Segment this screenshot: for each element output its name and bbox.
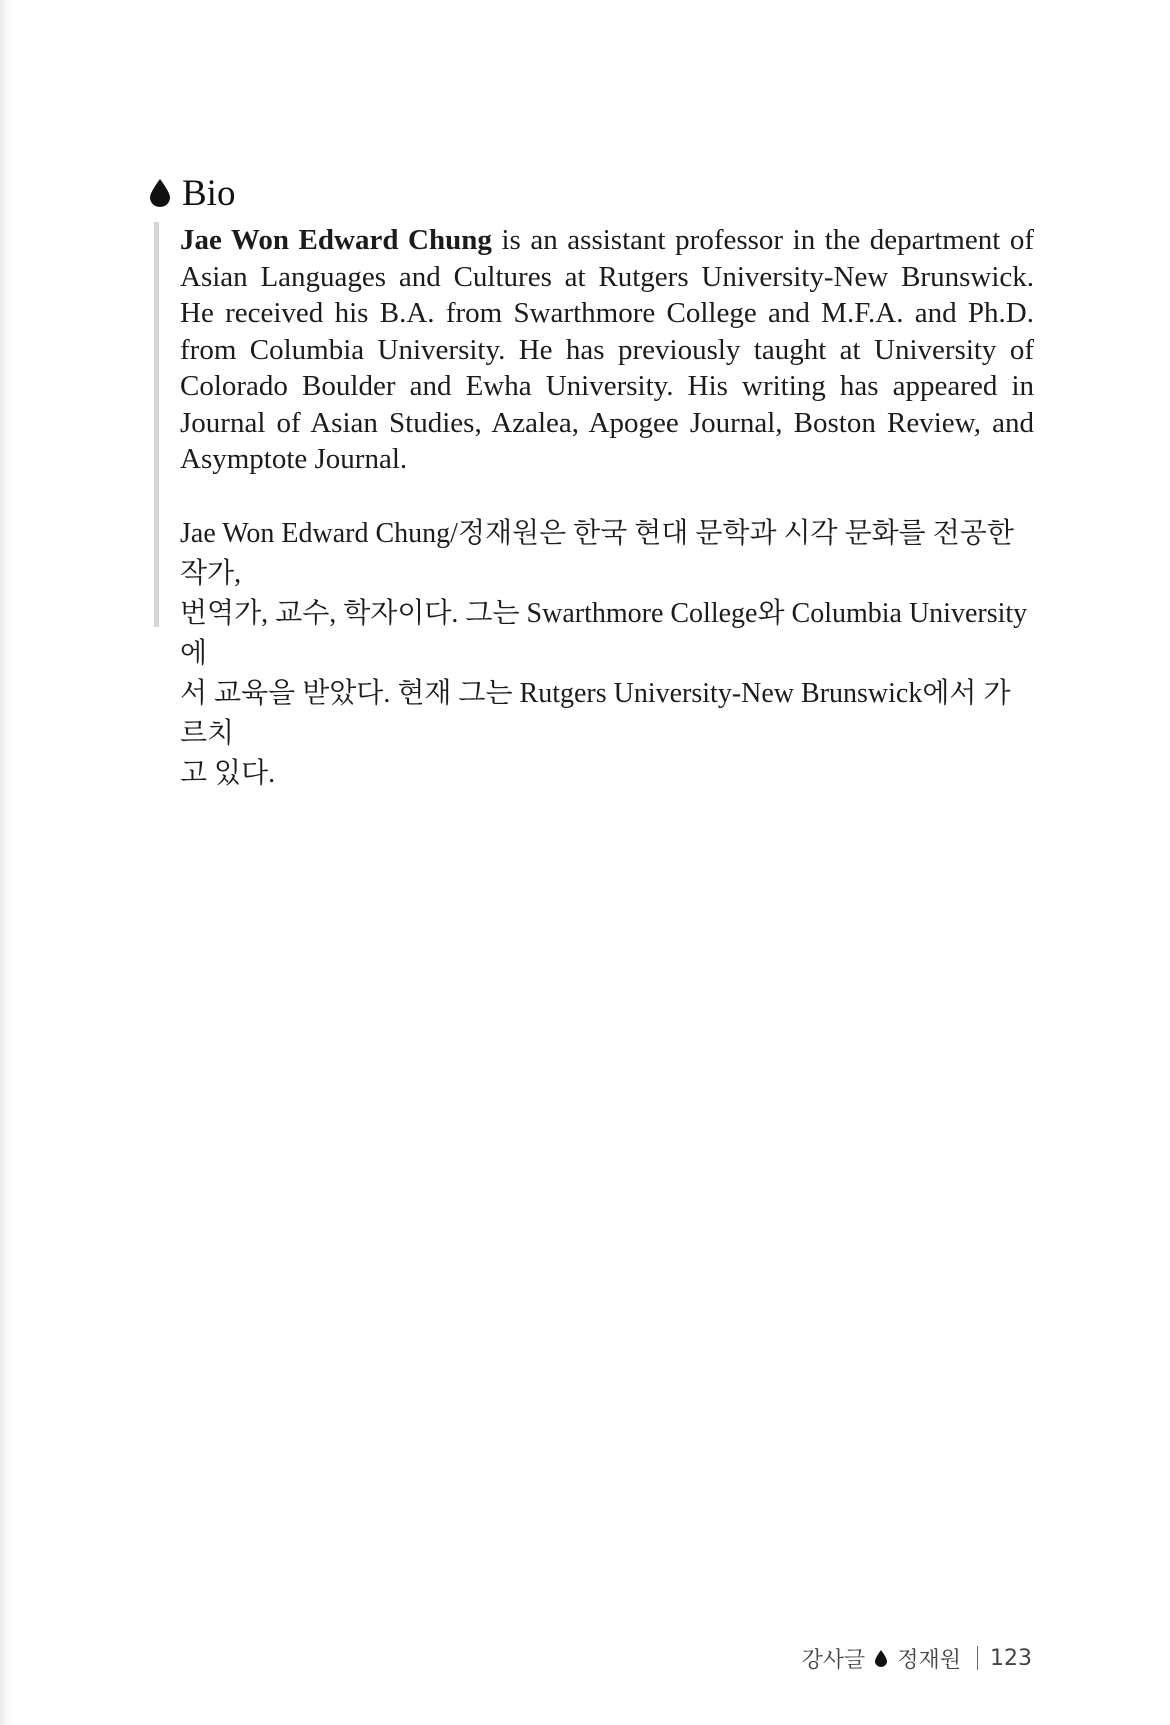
footer-author: 정재원 (897, 1647, 961, 1673)
page-footer (801, 1640, 1032, 1676)
bio-block (154, 222, 1034, 789)
bio-korean-line: 서 교육을 받았다. 현재 그는 Rutgers University-New Brunswick에서 가르치 (180, 677, 1011, 749)
bio-korean-line: 고 있다. (180, 757, 276, 789)
bio-korean-line: 번역가, 교수, 학자이다. 그는 Swarthmore College와 Columbia University에 (180, 597, 1028, 669)
author-name: Jae Won Edward Chung (180, 224, 492, 256)
bio-heading (150, 168, 235, 218)
bio-title: Bio (182, 172, 236, 214)
page-number: 123 (990, 1645, 1032, 1671)
footer-section: 강사글 (801, 1647, 866, 1673)
ink-drop-icon (875, 1650, 887, 1667)
footer-divider (977, 1646, 978, 1670)
bio-korean-line: Jae Won Edward Chung/정재원은 한국 현대 문학과 시각 문화를 전공한 작가, (180, 517, 1014, 589)
bio-english-text: is an assistant professor in the department of Asian Languages and Cultures at Rutgers University-New Brunswick. He received his B.A. from Swarthmore College and M.F.A. and Ph.D. from Columbia University. He has previously taught at University of Colorado Boulder and Ewha University. His writing has appeared in Journal of Asian Studies, Azalea, Apogee Journal, Boston Review, and Asymptote Journal. (180, 224, 1034, 475)
bio-korean-paragraph (180, 514, 1034, 794)
ink-drop-icon (150, 179, 170, 207)
bio-english-paragraph (180, 222, 1034, 478)
